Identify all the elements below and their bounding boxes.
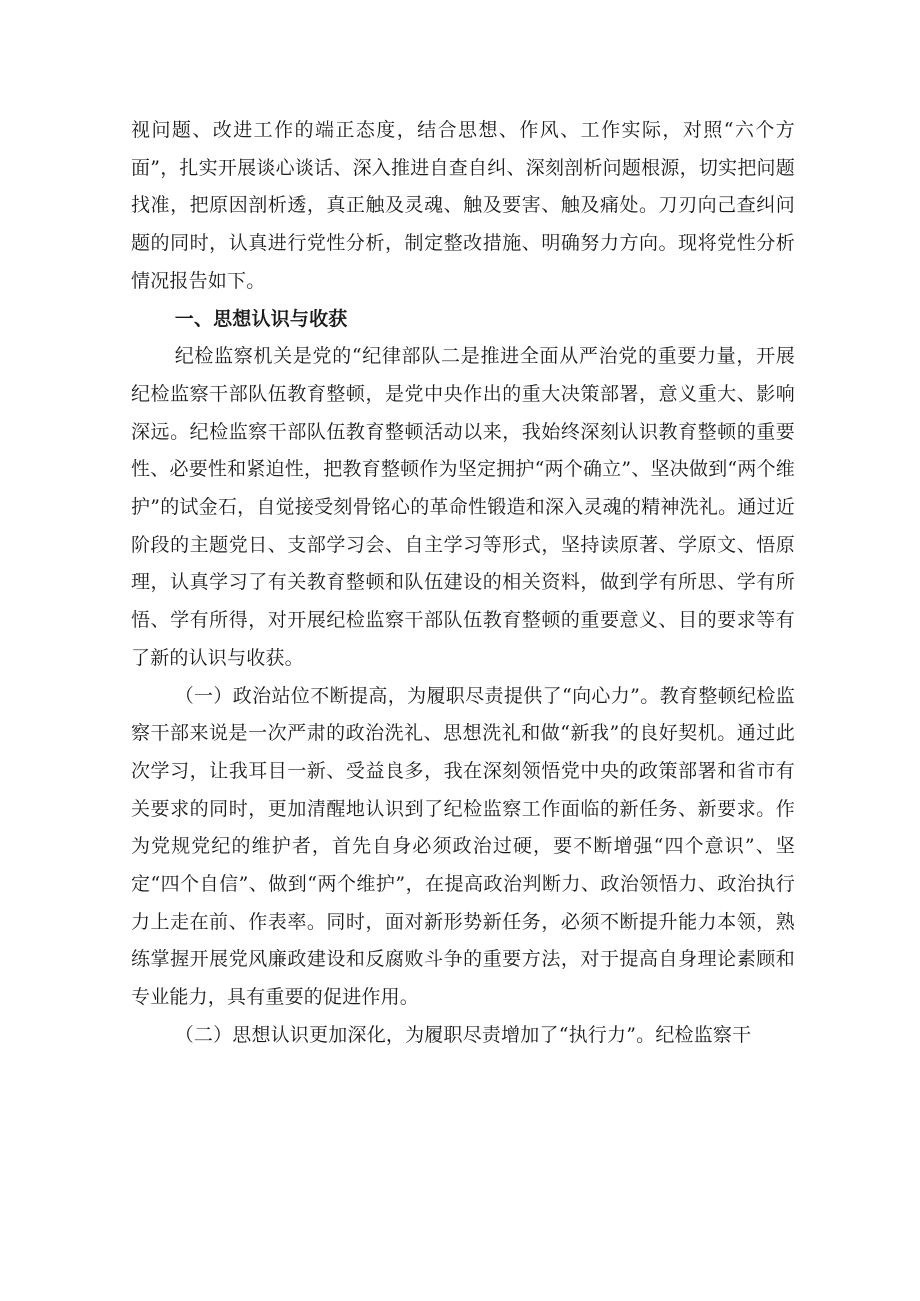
intro-paragraph: 视问题、改进工作的端正态度，结合思想、作风、工作实际，对照“六个方面”，扎实开展谈心谈话、深入推进自查自纠、深刻剖析问题根源，切实把问题找准，把原因剖析透，真正触及灵魂、触及要害、触及痛处。刀刃向己查纠问题的同时，认真进行党性分析，制定整改措施、明确努力方向。现将党性分析情况报告如下。 <box>131 119 795 292</box>
section-heading: 一、思想认识与收获 <box>174 307 348 330</box>
section-body-paragraph: 纪检监察机关是党的“纪律部队二是推进全面从严治党的重要力量，开展纪检监察干部队伍教育整顿，是党中央作出的重大决策部署，意义重大、影响深远。纪检监察干部队伍教育整顿活动以来，我始终深刻认识教育整顿的重要性、必要性和紧迫性，把教育整顿作为坚定拥护“两个确立”、坚决做到“两个维护”的试金石，自觉接受刻骨铭心的革命性锻造和深入灵魂的精神洗礼。通过近阶段的主题党日、支部学习会、自主学习等形式，坚持读原著、学原文、悟原理，认真学习了有关教育整顿和队伍建设的相关资料，做到学有所思、学有所悟、学有所得，对开展纪检监察干部队伍教育整顿的重要意义、目的要求等有了新的认识与收获。 <box>131 345 795 669</box>
document-body <box>131 112 795 1055</box>
subsection-2-paragraph: （二）思想认识更加深化，为履职尽责增加了“执行力”。纪检监察干 <box>174 1023 752 1046</box>
subsection-1-paragraph: （一）政治站位不断提高，为履职尽责提供了“向心力”。教育整顿纪检监察干部来说是一次严肃的政治洗礼、思想洗礼和做“新我”的良好契机。通过此次学习，让我耳目一新、受益良多，我在深刻领悟党中央的政策部署和省市有关要求的同时，更加清醒地认识到了纪检监察工作面临的新任务、新要求。作为党规党纪的维护者，首先自身必须政治过硬，要不断增强“四个意识”、坚定“四个自信”、做到“两个维护”，在提高政治判断力、政治领悟力、政治执行力上走在前、作表率。同时，面对新形势新任务，必须不断提升能力本领，熟练掌握开展党风廉政建设和反腐败斗争的重要方法，对于提高自身理论素顾和专业能力，具有重要的促进作用。 <box>131 684 795 1009</box>
